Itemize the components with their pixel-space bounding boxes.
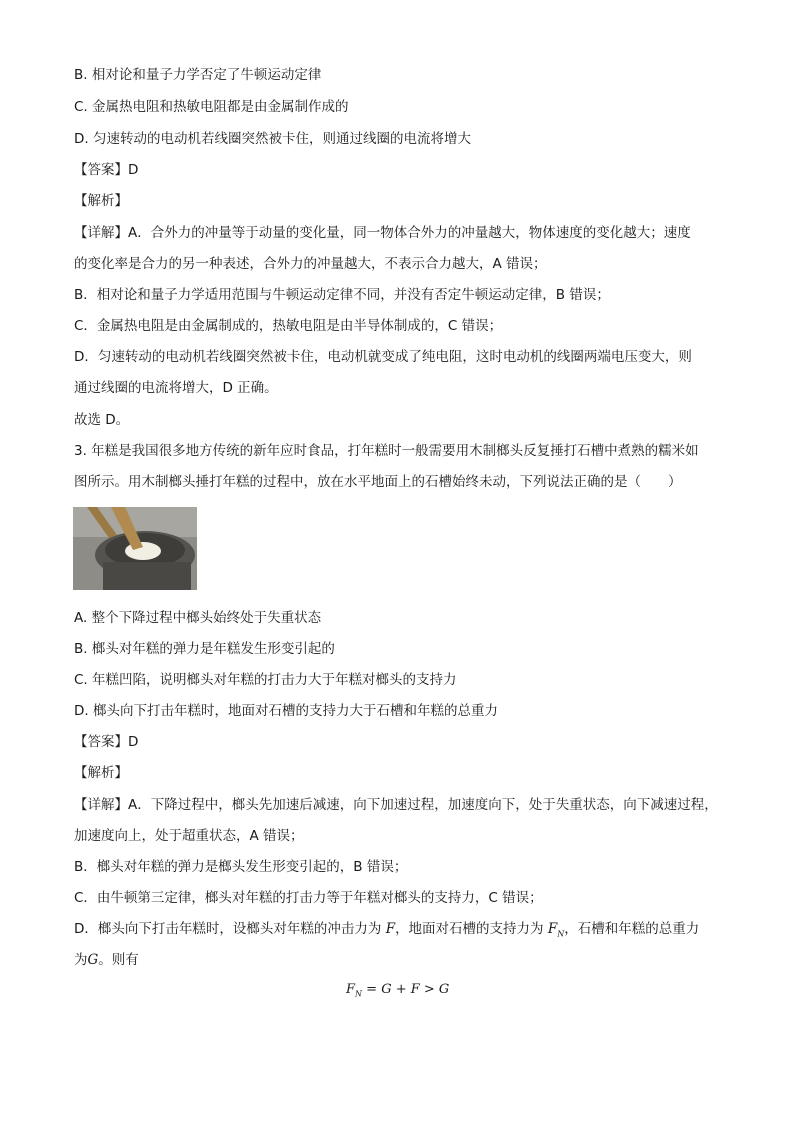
choice-conclusion: 故选 D。 [74,412,130,428]
option-b-line: B. 榔头对年糕的弹力是年糕发生形变引起的 [74,641,335,657]
explanation-line: B．榔头对年糕的弹力是榔头发生形变引起的，B 错误； [74,859,408,875]
explanation-line: 【详解】A．合外力的冲量等于动量的变化量，同一物体合外力的冲量越大，物体速度的变化越大；速度 [74,225,691,241]
question-3-line: 图所示。用木制榔头捶打年糕的过程中，放在水平地面上的石槽始终未动，下列说法正确的是（ ） [74,474,682,490]
answer-label: 【答案】D [74,734,139,750]
text-segment: ，石槽和年糕的总重力 [564,921,700,937]
option-d-line: D. 榔头向下打击年糕时，地面对石槽的支持力大于石槽和年糕的总重力 [74,703,498,719]
rice-cake-pounding-photo [73,507,197,590]
analysis-label: 【解析】 [74,765,128,781]
symbol-f: F [385,921,396,937]
option-c-line: C. 年糕凹陷，说明榔头对年糕的打击力大于年糕对榔头的支持力 [74,672,457,688]
explanation-line: D．匀速转动的电动机若线圈突然被卡住，电动机就变成了纯电阻，这时电动机的线圈两端电压变大，则 [74,349,692,365]
explanation-line-with-symbols [74,950,724,970]
option-a-line: A. 整个下降过程中榔头始终处于失重状态 [74,610,322,626]
explanation-line: C．由牛顿第三定律，榔头对年糕的打击力等于年糕对榔头的支持力，C 错误； [74,890,543,906]
explanation-line: C．金属热电阻是由金属制成的，热敏电阻是由半导体制成的，C 错误； [74,318,503,334]
option-d-line: D. 匀速转动的电动机若线圈突然被卡住，则通过线圈的电流将增大 [74,131,471,147]
option-c-line: C. 金属热电阻和热敏电阻都是由金属制作成的 [74,99,349,115]
explanation-line: 【详解】A．下降过程中，榔头先加速后减速，向下加速过程，加速度向下，处于失重状态，向下减速过程， [74,797,718,813]
explanation-line-with-symbols [74,919,724,945]
explanation-line: 通过线圈的电流将增大，D 正确。 [74,380,278,396]
text-segment: 为 [74,952,88,968]
option-b-line: B. 相对论和量子力学否定了牛顿运动定律 [74,67,322,83]
text-segment: D．榔头向下打击年糕时，设榔头对年糕的冲击力为 [74,921,386,937]
explanation-line: 的变化率是合力的另一种表述，合外力的冲量越大，不表示合力越大，A 错误； [74,256,547,272]
explanation-line: 加速度向上，处于超重状态，A 错误； [74,828,304,844]
text-segment: 。则有 [98,952,139,968]
explanation-line: B．相对论和量子力学适用范围与牛顿运动定律不同，并没有否定牛顿运动定律，B 错误； [74,287,610,303]
force-equation: $F_N = G + F > G$ [346,982,450,999]
answer-label: 【答案】D [74,162,139,178]
symbol-fn: $F_N$ [547,921,565,939]
text-segment: ，地面对石槽的支持力为 [395,921,548,937]
analysis-label: 【解析】 [74,193,128,209]
symbol-g: G [87,952,99,968]
question-3-line: 3. 年糕是我国很多地方传统的新年应时食品，打年糕时一般需要用木制榔头反复捶打石槽中煮熟的糯米如 [74,443,699,459]
